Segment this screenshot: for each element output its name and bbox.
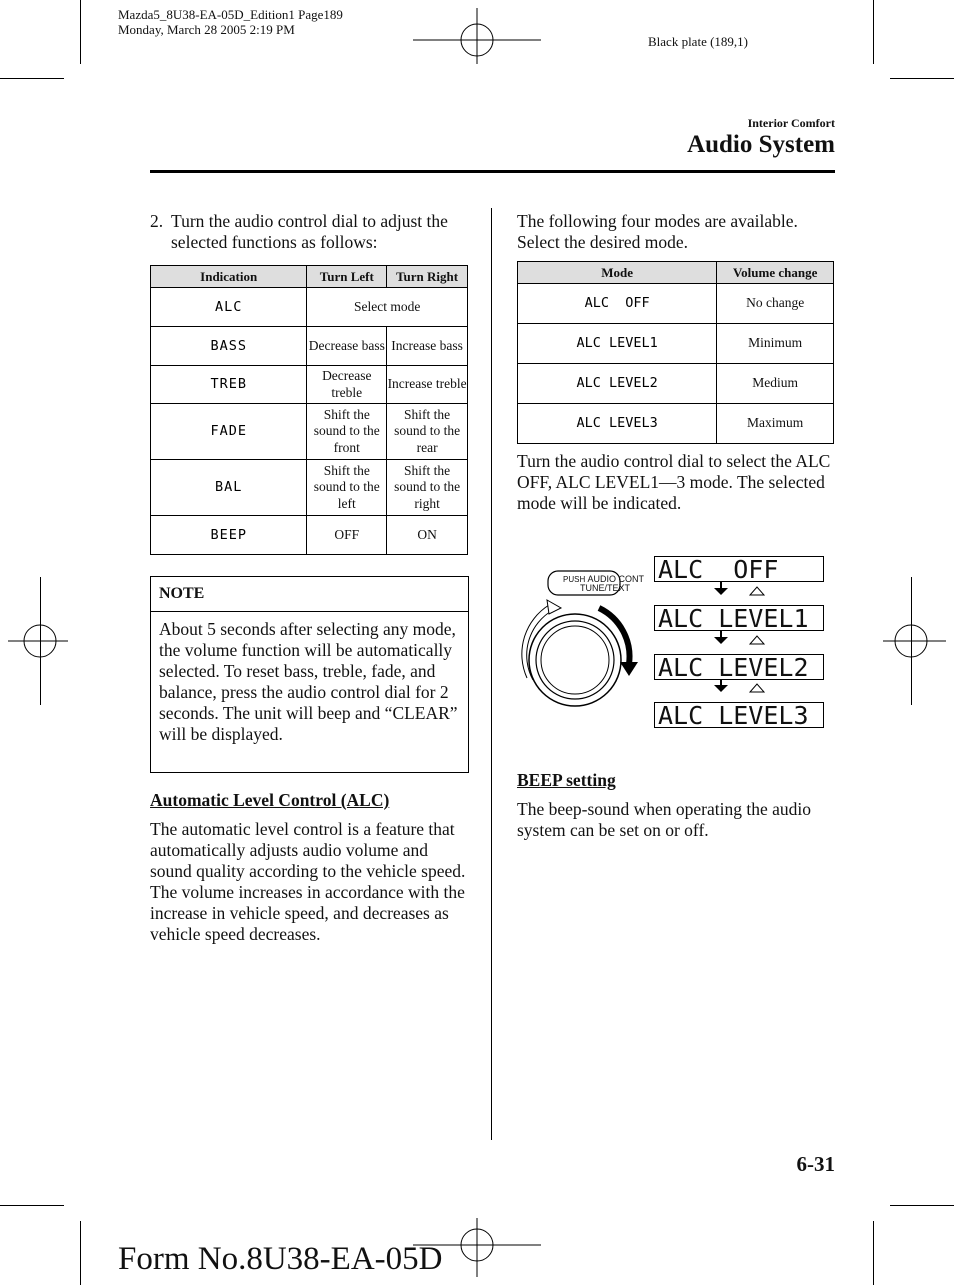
turn-right-fade: Shift the sound to the rear (387, 404, 468, 460)
indication-alc: ALC (151, 288, 307, 327)
form-number: Form No.8U38-EA-05D (118, 1241, 443, 1277)
function-table (150, 265, 468, 555)
page-title: Audio System (687, 131, 835, 158)
down-arrow-icon (714, 588, 728, 595)
alc-paragraph-2: The volume increases in accordance with the increase in vehicle speed, and decreases as vehicle speed decreases. (150, 882, 465, 944)
alc-paragraph-1: The automatic level control is a feature that automatically adjusts audio volume and sound quality according to the vehicle speed. (150, 819, 466, 881)
note-title: NOTE (151, 577, 468, 612)
mode-instruction: Turn the audio control dial to select the ALC OFF, ALC LEVEL1―3 mode. The selected mode will be indicated. (517, 451, 831, 513)
turn-left-treb: Decrease treble (307, 366, 387, 404)
col-header-turn-right: Turn Right (387, 266, 468, 288)
page-number: 6-31 (796, 1152, 835, 1176)
turn-left-fade: Shift the sound to the front (307, 404, 387, 460)
table-header-row (151, 266, 468, 288)
display-alc-level3: ALC LEVEL3 (654, 702, 824, 728)
button-line1-label: AUDIO CONT (587, 574, 644, 584)
down-arrow-icon (714, 685, 728, 692)
change-alc-level3: Maximum (717, 404, 834, 444)
col-header-mode: Mode (518, 262, 717, 284)
indication-beep: BEEP (151, 516, 307, 555)
title-rule (150, 170, 835, 173)
indication-treb: TREB (151, 366, 307, 404)
turn-right-bass: Increase bass (387, 327, 468, 366)
note-text: About 5 seconds after selecting any mode, the volume function will be automatically selected. To reset bass, treble, fade, and balance, press the audio control dial for 2 seconds. The unit will beep and “CLEAR” will be displayed. (159, 619, 458, 744)
section-label: Interior Comfort (747, 116, 835, 130)
beep-text: The beep-sound when operating the audio system can be set on or off. (517, 799, 812, 840)
turn-left-bal: Shift the sound to the left (307, 460, 387, 516)
indication-fade: FADE (151, 404, 307, 460)
turn-left-bass: Decrease bass (307, 327, 387, 366)
up-arrow-icon (750, 684, 764, 692)
change-alc-off: No change (717, 284, 834, 324)
button-push-label: PUSH (563, 575, 586, 584)
turn-right-treb: Increase treble (387, 366, 468, 404)
table-row (151, 404, 468, 460)
dial-button-label (563, 575, 644, 593)
table-row (151, 288, 468, 327)
turn-right-beep: ON (387, 516, 468, 555)
table-row (518, 324, 834, 364)
alc-description (150, 819, 470, 945)
arrow-pair (714, 631, 764, 644)
note-box (150, 576, 469, 773)
table-row (151, 366, 468, 404)
turn-left-beep: OFF (307, 516, 387, 555)
column-divider (491, 208, 492, 1140)
col-header-volume-change: Volume change (717, 262, 834, 284)
table-row (151, 516, 468, 555)
mode-alc-level2: ALC LEVEL2 (518, 364, 717, 404)
arrow-pair (714, 679, 764, 692)
modes-intro: The following four modes are available. Select the desired mode. (517, 211, 798, 252)
down-arrow-icon (714, 637, 728, 644)
mode-alc-level3: ALC LEVEL3 (518, 404, 717, 444)
alc-heading: Automatic Level Control (ALC) (150, 790, 390, 810)
display-alc-off: ALC OFF (654, 556, 824, 582)
step-number: 2. (150, 211, 164, 231)
button-line2-label: TUNE/TEXT (580, 583, 631, 593)
indication-bal: BAL (151, 460, 307, 516)
file-info-line2: Monday, March 28 2005 2:19 PM (118, 22, 295, 37)
file-info-line1: Mazda5_8U38-EA-05D_Edition1 Page189 (118, 7, 343, 22)
table-row (151, 460, 468, 516)
step-text: Turn the audio control dial to adjust the selected functions as follows: (171, 211, 448, 252)
indication-bass: BASS (151, 327, 307, 366)
file-info (118, 7, 343, 37)
table-row (151, 327, 468, 366)
mode-arrows (700, 582, 780, 702)
turn-right-bal: Shift the sound to the right (387, 460, 468, 516)
change-alc-level2: Medium (717, 364, 834, 404)
up-arrow-icon (750, 587, 764, 595)
up-arrow-icon (750, 636, 764, 644)
table-row (518, 364, 834, 404)
arrow-pair (714, 582, 764, 595)
table-row (518, 284, 834, 324)
change-alc-level1: Minimum (717, 324, 834, 364)
mode-alc-off: ALC OFF (518, 284, 717, 324)
table-row (518, 404, 834, 444)
mode-table (517, 261, 834, 444)
col-header-indication: Indication (151, 266, 307, 288)
turn-both-alc: Select mode (307, 288, 468, 327)
display-alc-level1: ALC LEVEL1 (654, 605, 824, 631)
beep-heading: BEEP setting (517, 770, 616, 790)
table-header-row (518, 262, 834, 284)
mode-alc-level1: ALC LEVEL1 (518, 324, 717, 364)
col-header-turn-left: Turn Left (307, 266, 387, 288)
plate-label: Black plate (189,1) (648, 34, 748, 49)
display-alc-level2: ALC LEVEL2 (654, 654, 824, 680)
step-2 (150, 211, 470, 253)
